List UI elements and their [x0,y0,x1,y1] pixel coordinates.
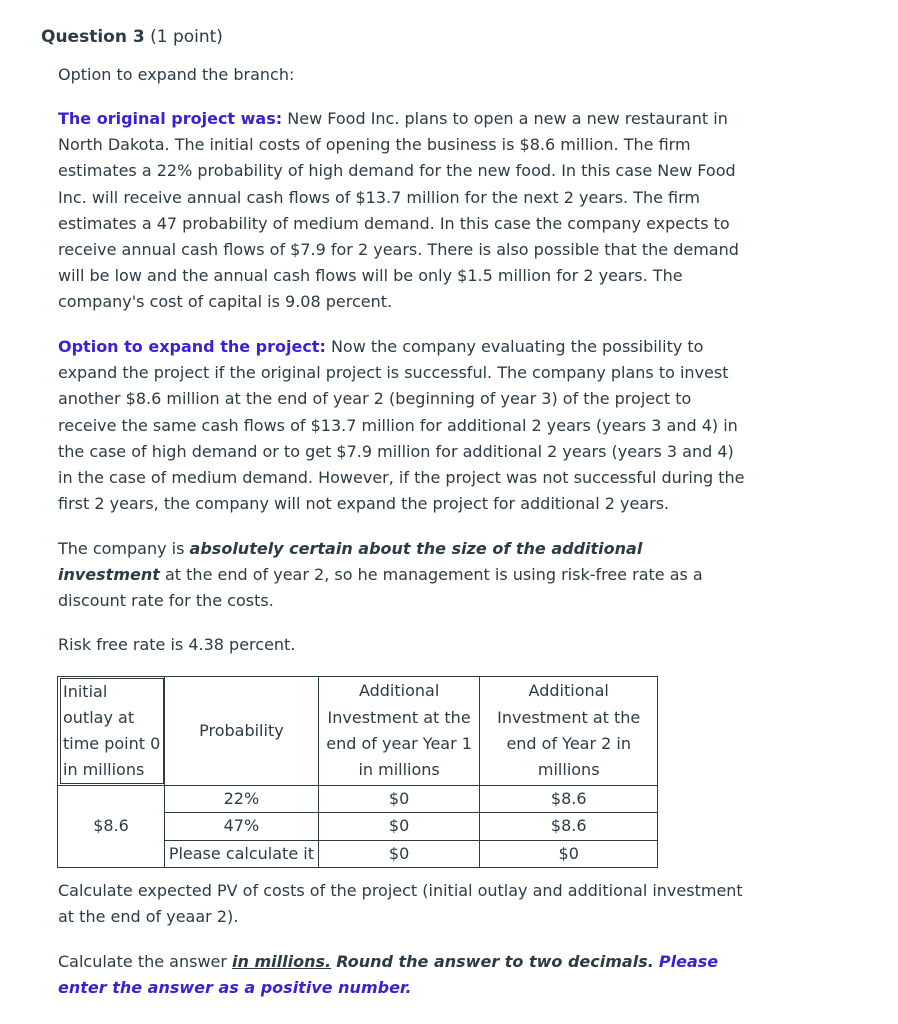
initial-outlay-cell-top [58,786,165,813]
intro-text: Option to expand the branch: [58,65,295,84]
cost-table [57,676,658,868]
initial-outlay-cell-bottom [58,840,165,867]
table-header-row [58,677,658,786]
answer-units: in millions. [232,952,332,971]
original-project-text: New Food Inc. plans to open a new a new restaurant in North Dakota. The initial costs of opening the business is $8.6 million. The firm estimates a 22% probability of high demand for the new food. In this case New Food Inc. will receive annual cash flows of $13.7 million for the next 2 years. The firm estimates a 47 probability of medium demand. In this case the company expects to receive annual cash flows of $7.9 for 2 years. There is also possible that the demand will be low and the annual cash flows will be only $1.5 million for 2 years. The company's cost of capital is 9.08 percent. [58,109,739,312]
header-year2-investment: Additional Investment at the end of Year 2 in millions [480,677,658,786]
answer-rounding: Round the answer to two decimals. [336,952,654,971]
table-row [58,813,658,840]
header-year1-investment: Additional Investment at the end of year Year 1 in millions [318,677,480,786]
answer-pre: Calculate the answer [58,952,227,971]
table-row [58,840,658,867]
answer-instruction [58,949,748,1001]
risk-free-rate-text: Risk free rate is 4.38 percent. [58,635,296,654]
probability-cell: Please calculate it [165,840,319,867]
original-project-label: The original project was: [58,109,283,128]
initial-outlay-value: $8.6 [58,813,165,840]
expand-option-paragraph [58,334,748,517]
table-row [58,786,658,813]
certainty-paragraph [58,536,748,615]
header-probability: Probability [165,677,319,786]
question-header [41,24,223,50]
certainty-post: at the end of year 2, so he management is using risk-free rate as a discount rate for the costs. [58,565,703,611]
year2-cell: $8.6 [480,813,658,840]
question-title: Question 3 [41,27,145,47]
certainty-pre: The company is [58,539,185,558]
year2-cell: $0 [480,840,658,867]
header-initial-outlay: Initial outlay at time point 0 in millions [58,677,165,786]
expand-option-text: Now the company evaluating the possibility to expand the project if the original project is successful. The company plans to invest another $8.6 million at the end of year 2 (beginning of year 3) of the project to receive the same cash flows of $13.7 million for additional 2 years (years 3 and 4) in the case of high demand or to get $7.9 million for additional 2 years (years 3 and 4) in the case of medium demand. However, if the project was not successful during the first 2 years, the company will not expand the project for additional 2 years. [58,337,745,514]
calculation-instruction: Calculate expected PV of costs of the project (initial outlay and additional investment at the end of yeaar 2). [58,881,743,927]
year2-cell: $8.6 [480,786,658,813]
expand-option-label: Option to expand the project: [58,337,326,356]
year1-cell: $0 [318,813,480,840]
answer-positive-note: Please enter the answer as a positive number. [58,952,719,998]
year1-cell: $0 [318,840,480,867]
year1-cell: $0 [318,786,480,813]
probability-cell: 22% [165,786,319,813]
original-project-paragraph [58,106,748,316]
probability-cell: 47% [165,813,319,840]
question-points: (1 point) [150,27,223,47]
certainty-emphasis: absolutely certain about the size of the additional investment [58,539,643,585]
